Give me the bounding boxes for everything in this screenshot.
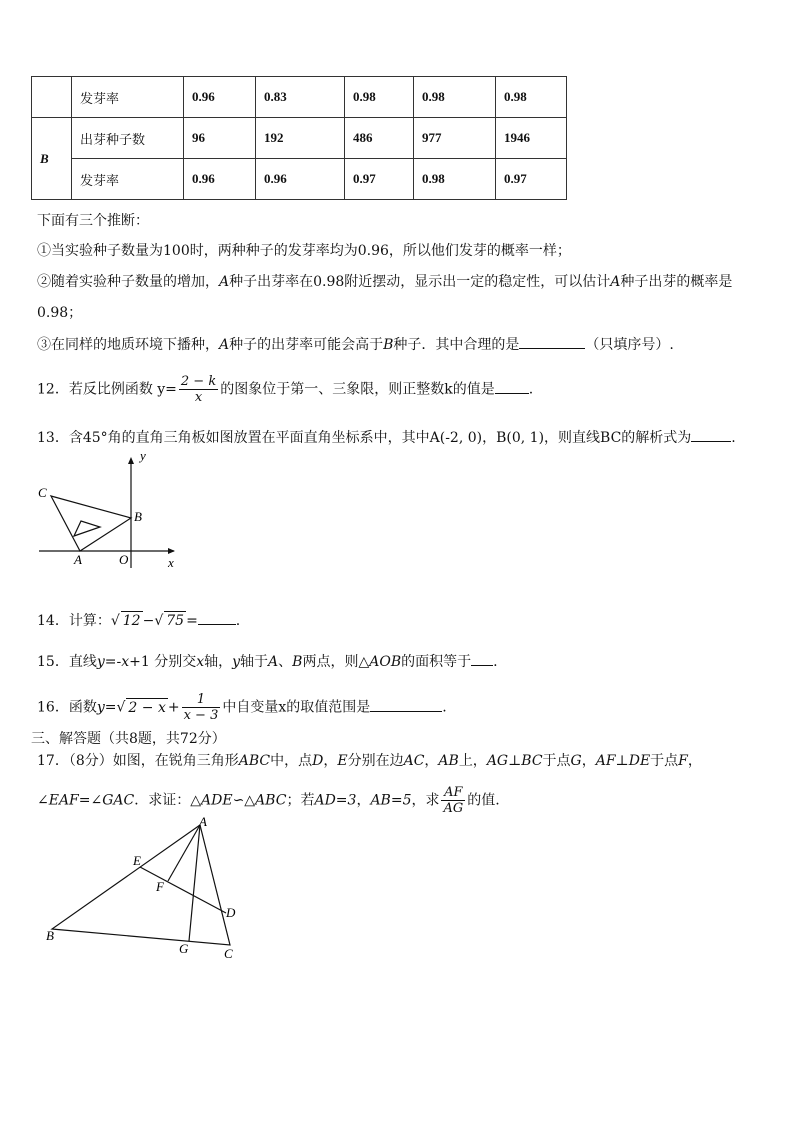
table-cell: 977 — [414, 118, 496, 159]
text-span: . — [493, 654, 498, 670]
text-span: 14．计算： — [37, 613, 111, 629]
var: E — [337, 753, 348, 769]
text-span: ， — [687, 753, 702, 769]
answer-blank[interactable] — [495, 381, 529, 394]
var: y — [96, 699, 105, 716]
text-span: 16．函数 — [37, 699, 97, 716]
question-12 — [37, 374, 533, 405]
table-cell: 0.96 — [256, 159, 345, 200]
label-a: A — [199, 815, 207, 829]
text-span: − — [142, 613, 155, 629]
var-b: B — [383, 337, 394, 353]
label-c: C — [38, 485, 47, 500]
text-span: 的图象位于第一、三象限，则正整数k的值是 — [220, 381, 495, 398]
table-cell: 0.83 — [256, 77, 345, 118]
inference-2 — [37, 273, 732, 291]
table-cell: 0.97 — [345, 159, 414, 200]
text-span: ；若 — [286, 792, 315, 809]
answer-blank[interactable] — [471, 653, 493, 666]
var: ∠EAF=∠GAC — [37, 792, 135, 809]
text-span: 种子．其中合理的是 — [393, 337, 520, 353]
text-span: . — [235, 613, 241, 629]
text-span: 种子出芽的概率是 — [620, 274, 733, 290]
label-b: B — [46, 928, 54, 943]
question-17-line2 — [37, 785, 500, 816]
var-a: A — [219, 337, 230, 353]
var: ABC — [238, 753, 271, 769]
figure-17-triangle — [40, 815, 250, 965]
table-cell: 出芽种子数 — [72, 118, 184, 159]
text-span: 两点，则△ — [302, 654, 370, 670]
var: △ADE∽△ABC — [190, 792, 287, 809]
fraction — [179, 374, 218, 405]
text-span: 分别在边 — [347, 753, 404, 769]
table-cell: 96 — [184, 118, 256, 159]
question-15 — [37, 653, 498, 671]
inference-2-cont: 0.98； — [37, 305, 83, 321]
x-axis-arrow — [168, 548, 175, 554]
label-c: C — [224, 946, 233, 961]
question-17-line1 — [37, 752, 702, 770]
table-row — [32, 77, 567, 118]
text-span: ②随着实验种子数量的增加， — [37, 274, 219, 290]
label-o: O — [119, 552, 129, 567]
var: D — [312, 753, 324, 769]
var: AD=3 — [314, 792, 357, 809]
text-span: 15．直线 — [37, 654, 97, 670]
var: B — [292, 654, 303, 670]
table-cell: 0.98 — [414, 159, 496, 200]
table-row — [32, 118, 567, 159]
var: y — [232, 654, 241, 670]
sqrt-sign: √ — [154, 613, 164, 629]
text-span: ．求证： — [134, 792, 191, 809]
table-cell: 0.96 — [184, 77, 256, 118]
var: AOB — [369, 654, 402, 670]
text-span: = — [186, 613, 198, 629]
label-f: F — [156, 879, 164, 894]
var: AC — [403, 753, 425, 769]
text-span: 的面积等于 — [401, 654, 472, 670]
sqrt-sign: √ — [116, 699, 126, 716]
question-16 — [37, 692, 447, 723]
section-heading: 三、解答题（共8题，共72分） — [31, 731, 226, 747]
var: AF⊥DE — [595, 753, 651, 769]
text-span: 、 — [278, 654, 293, 670]
text-span: 的值. — [467, 792, 500, 809]
radicand: 12 — [122, 613, 141, 629]
inference-1: ①当实验种子数量为100时，两种种子的发芽率均为0.96，所以他们发芽的概率一样； — [37, 243, 571, 259]
label-y: y — [140, 450, 146, 463]
text-span: = — [104, 699, 117, 716]
question-14 — [37, 611, 240, 630]
text-span: ， — [356, 792, 371, 809]
inference-3 — [37, 336, 674, 354]
answer-blank[interactable] — [370, 699, 442, 712]
text-span: 于点 — [650, 753, 679, 769]
fraction-numerator: AF — [441, 785, 465, 801]
var: x — [121, 654, 130, 670]
text-span: 种子出芽率在0.98附近摆动，显示出一定的稳定性，可以估计 — [229, 274, 611, 290]
label-d: D — [226, 905, 236, 920]
var: x — [196, 654, 205, 670]
sqrt-sign: √ — [110, 613, 120, 629]
table-cell: 192 — [256, 118, 345, 159]
table-cell: 发芽率 — [72, 159, 184, 200]
text-span: . — [442, 699, 447, 716]
label-x: x — [168, 555, 174, 570]
table-row — [32, 159, 567, 200]
var: y — [96, 654, 105, 670]
text-span: +1 分别交 — [129, 654, 197, 670]
text-span: ，求 — [411, 792, 440, 809]
label-b: B — [134, 509, 142, 524]
fraction-numerator: 2 − k — [180, 374, 217, 389]
table-group-label: B — [32, 118, 72, 200]
seed-table — [31, 76, 567, 200]
var-a: A — [219, 274, 230, 290]
text-span: ③在同样的地质环境下播种， — [37, 337, 219, 353]
text-span: ， — [323, 753, 338, 769]
text-span: 12．若反比例函数 y= — [37, 381, 177, 398]
var: AB=5 — [370, 792, 412, 809]
inference-intro: 下面有三个推断： — [37, 213, 149, 229]
fraction-denominator: x − 3 — [183, 708, 219, 723]
answer-blank[interactable] — [691, 429, 731, 442]
table-cell: 0.96 — [184, 159, 256, 200]
table-cell: 0.98 — [414, 77, 496, 118]
table-cell — [32, 77, 72, 118]
text-span: 中自变量x的取值范围是 — [222, 699, 371, 716]
table-cell: 486 — [345, 118, 414, 159]
text-span: + — [167, 699, 180, 716]
text-span: =- — [104, 654, 122, 670]
var: A — [268, 654, 279, 670]
label-g: G — [179, 941, 189, 956]
label-a: A — [74, 552, 82, 567]
table-cell: 0.98 — [496, 77, 567, 118]
text-span: 13．含45°角的直角三角板如图放置在平面直角坐标系中，其中A(-2, 0)，B(0, 1)，则直线BC的解析式为 — [37, 430, 692, 446]
table-cell: 0.98 — [345, 77, 414, 118]
figure-13-coordinate-plane — [34, 450, 184, 575]
label-e: E — [133, 853, 141, 868]
text-span: （只填序号）. — [585, 337, 674, 353]
text-span: 轴， — [204, 654, 233, 670]
text-span: 于点 — [542, 753, 571, 769]
text-span: 轴于 — [240, 654, 269, 670]
var-a: A — [610, 274, 621, 290]
table-cell: 0.97 — [496, 159, 567, 200]
radicand: 75 — [166, 613, 185, 629]
text-span: 17．（8分）如图，在锐角三角形 — [37, 753, 239, 769]
var: AB — [438, 753, 459, 769]
text-span: ， — [424, 753, 439, 769]
var: G — [570, 753, 582, 769]
text-span: 种子的出芽率可能会高于 — [229, 337, 384, 353]
table-cell: 1946 — [496, 118, 567, 159]
text-span: . — [731, 430, 736, 446]
text-span: 中，点 — [270, 753, 313, 769]
segment-ed — [140, 867, 226, 913]
var: F — [678, 753, 688, 769]
fraction-denominator: AG — [443, 801, 464, 816]
text-span: ， — [581, 753, 596, 769]
y-axis-arrow — [128, 457, 134, 464]
text-span: 上， — [458, 753, 487, 769]
fraction-numerator: 1 — [182, 692, 221, 708]
fraction-denominator: x — [194, 390, 203, 405]
radicand: 2 − x — [128, 699, 166, 716]
fraction — [441, 785, 465, 816]
answer-blank[interactable] — [519, 336, 585, 349]
answer-blank[interactable] — [198, 612, 236, 625]
question-13 — [37, 429, 736, 447]
triangle-abc — [52, 825, 230, 945]
fraction — [182, 692, 221, 723]
text-span: . — [528, 381, 534, 398]
table-cell: 发芽率 — [72, 77, 184, 118]
triangle-outer — [51, 496, 131, 551]
triangle-inner — [74, 521, 100, 536]
var: AG⊥BC — [486, 753, 543, 769]
